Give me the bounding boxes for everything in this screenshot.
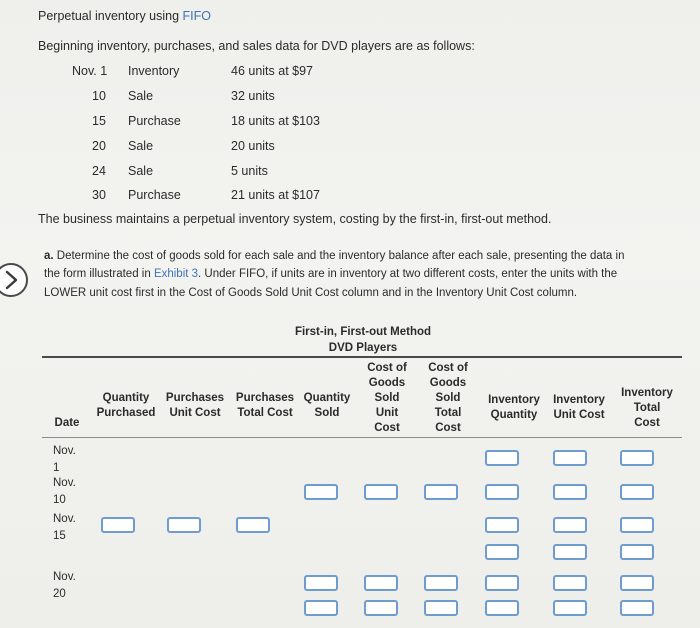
instruction-text: . Under FIFO, if units are in inventory at two different costs, enter the units with the bbox=[198, 268, 618, 280]
nov15-inventory-total-cost-input-2[interactable] bbox=[620, 544, 654, 560]
transaction-date: 24 bbox=[92, 164, 106, 178]
nov1-inventory-unit-cost-input[interactable] bbox=[553, 450, 587, 466]
row-date-day: 10 bbox=[53, 494, 66, 506]
nov10-cogs-unit-cost-input[interactable] bbox=[364, 484, 398, 500]
header-text: Total bbox=[633, 402, 661, 414]
header-text: Cost bbox=[374, 422, 400, 434]
header-text: Goods bbox=[429, 377, 467, 389]
row-date-month: Nov. bbox=[53, 571, 76, 583]
header-text: Goods bbox=[368, 377, 406, 389]
header-text: Purchased bbox=[96, 407, 156, 419]
transaction-detail: 21 units at $107 bbox=[231, 188, 320, 202]
nov20-qty-sold-input-1[interactable] bbox=[304, 575, 338, 591]
table-subtitle: DVD Players bbox=[328, 342, 398, 354]
transaction-type: Sale bbox=[128, 139, 154, 153]
transaction-detail: 32 units bbox=[231, 89, 275, 103]
header-text: Quantity bbox=[490, 409, 538, 421]
row-date bbox=[53, 443, 76, 477]
header-qty-purchased bbox=[92, 391, 160, 421]
nov10-cogs-total-cost-input[interactable] bbox=[424, 484, 458, 500]
header-text: Total Cost bbox=[237, 407, 293, 419]
header-text: Sold bbox=[374, 392, 400, 404]
header-text: Unit Cost bbox=[553, 409, 605, 421]
header-text: Cost bbox=[634, 417, 660, 429]
nov10-inventory-total-cost-input[interactable] bbox=[620, 484, 654, 500]
row-date bbox=[53, 569, 76, 603]
row-date bbox=[53, 475, 76, 509]
instruction-line-1 bbox=[44, 250, 624, 262]
expand-toggle[interactable] bbox=[0, 263, 28, 297]
header-text: Inventory bbox=[553, 394, 605, 406]
nov20-inventory-unit-cost-input-2[interactable] bbox=[553, 600, 587, 616]
header-inventory-total-cost bbox=[615, 386, 679, 431]
transaction-date: Nov. 1 bbox=[72, 64, 108, 78]
header-cogs-total-cost bbox=[421, 361, 475, 436]
header-purchases-total-cost bbox=[231, 391, 299, 421]
header-text: Unit Cost bbox=[169, 407, 221, 419]
title-text: Perpetual inventory using bbox=[38, 9, 183, 23]
header-cogs-unit-cost bbox=[360, 361, 414, 436]
transaction-date: 15 bbox=[92, 114, 106, 128]
transaction-date: 20 bbox=[92, 139, 106, 153]
instruction-text: the form illustrated in bbox=[44, 268, 154, 280]
transaction-date: 10 bbox=[92, 89, 106, 103]
row-date-day: 1 bbox=[53, 462, 60, 474]
system-note: The business maintains a perpetual inventory system, costing by the first-in, first-out method. bbox=[38, 212, 552, 226]
row-date-day: 15 bbox=[53, 530, 66, 542]
nov15-inventory-quantity-input-1[interactable] bbox=[485, 517, 519, 533]
transaction-date: 30 bbox=[92, 188, 106, 202]
header-text: Cost of bbox=[367, 362, 407, 374]
nov15-qty-purchased-input[interactable] bbox=[101, 517, 135, 533]
row-date-month: Nov. bbox=[53, 513, 76, 525]
transaction-type: Sale bbox=[128, 89, 154, 103]
header-text: Total bbox=[434, 407, 462, 419]
nov20-inventory-quantity-input-1[interactable] bbox=[485, 575, 519, 591]
header-text: Quantity bbox=[303, 392, 351, 404]
transaction-detail: 20 units bbox=[231, 139, 275, 153]
nov20-cogs-unit-cost-input-1[interactable] bbox=[364, 575, 398, 591]
nov20-inventory-total-cost-input-1[interactable] bbox=[620, 575, 654, 591]
nov1-inventory-quantity-input[interactable] bbox=[485, 450, 519, 466]
transaction-detail: 18 units at $103 bbox=[231, 114, 320, 128]
header-text: Cost of bbox=[428, 362, 468, 374]
header-text: Date bbox=[54, 417, 80, 429]
header-qty-sold bbox=[300, 391, 354, 421]
part-label: a. bbox=[44, 250, 54, 262]
exhibit-link[interactable]: Exhibit 3 bbox=[153, 268, 199, 280]
header-text: Inventory bbox=[488, 394, 540, 406]
nov20-inventory-total-cost-input-2[interactable] bbox=[620, 600, 654, 616]
row-date-month: Nov. bbox=[53, 477, 76, 489]
instruction-line-2 bbox=[44, 268, 617, 280]
nov15-purchases-total-cost-input[interactable] bbox=[236, 517, 270, 533]
header-inventory-quantity bbox=[482, 393, 546, 423]
header-text: Inventory bbox=[621, 387, 673, 399]
header-rule bbox=[42, 437, 682, 438]
table-top-rule bbox=[42, 356, 682, 358]
nov20-cogs-total-cost-input-2[interactable] bbox=[424, 600, 458, 616]
transaction-detail: 5 units bbox=[231, 164, 268, 178]
instruction-line-3: LOWER unit cost first in the Cost of Goods Sold Unit Cost column and in the Inventory Unit Cost column. bbox=[44, 287, 578, 299]
header-text: Sold bbox=[435, 392, 461, 404]
intro-text: Beginning inventory, purchases, and sales data for DVD players are as follows: bbox=[38, 39, 475, 53]
nov15-inventory-unit-cost-input-2[interactable] bbox=[553, 544, 587, 560]
header-purchases-unit-cost bbox=[163, 391, 227, 421]
header-date bbox=[52, 416, 82, 431]
fifo-link[interactable]: FIFO bbox=[182, 9, 211, 23]
transaction-type: Sale bbox=[128, 164, 154, 178]
nov15-inventory-quantity-input-2[interactable] bbox=[485, 544, 519, 560]
nov1-inventory-total-cost-input[interactable] bbox=[620, 450, 654, 466]
header-text: Unit bbox=[375, 407, 399, 419]
nov15-inventory-total-cost-input-1[interactable] bbox=[620, 517, 654, 533]
nov20-cogs-total-cost-input-1[interactable] bbox=[424, 575, 458, 591]
nov15-inventory-unit-cost-input-1[interactable] bbox=[553, 517, 587, 533]
instruction-text: Determine the cost of goods sold for each sale and the inventory balance after each sale, presenting the data in bbox=[53, 250, 625, 262]
nov15-purchases-unit-cost-input[interactable] bbox=[167, 517, 201, 533]
transaction-type: Inventory bbox=[128, 64, 180, 78]
header-text: Sold bbox=[314, 407, 340, 419]
header-text: Purchases bbox=[165, 392, 225, 404]
nov10-inventory-unit-cost-input[interactable] bbox=[553, 484, 587, 500]
nov20-qty-sold-input-2[interactable] bbox=[304, 600, 338, 616]
transaction-type: Purchase bbox=[128, 188, 181, 202]
transaction-detail: 46 units at $97 bbox=[231, 64, 314, 78]
nov10-inventory-quantity-input[interactable] bbox=[485, 484, 519, 500]
nov20-inventory-unit-cost-input-1[interactable] bbox=[553, 575, 587, 591]
header-text: Quantity bbox=[102, 392, 150, 404]
row-date-day: 20 bbox=[53, 588, 66, 600]
nov10-qty-sold-input[interactable] bbox=[304, 484, 338, 500]
header-text: Cost bbox=[435, 422, 461, 434]
nov20-cogs-unit-cost-input-2[interactable] bbox=[364, 600, 398, 616]
header-inventory-unit-cost bbox=[548, 393, 610, 423]
nov20-inventory-quantity-input-2[interactable] bbox=[485, 600, 519, 616]
transaction-type: Purchase bbox=[128, 114, 181, 128]
row-date-month: Nov. bbox=[53, 445, 76, 457]
chevron-right-icon bbox=[0, 265, 26, 295]
header-text: Purchases bbox=[235, 392, 295, 404]
table-title: First-in, First-out Method bbox=[294, 326, 432, 338]
row-date bbox=[53, 511, 76, 545]
problem-title bbox=[38, 9, 211, 23]
